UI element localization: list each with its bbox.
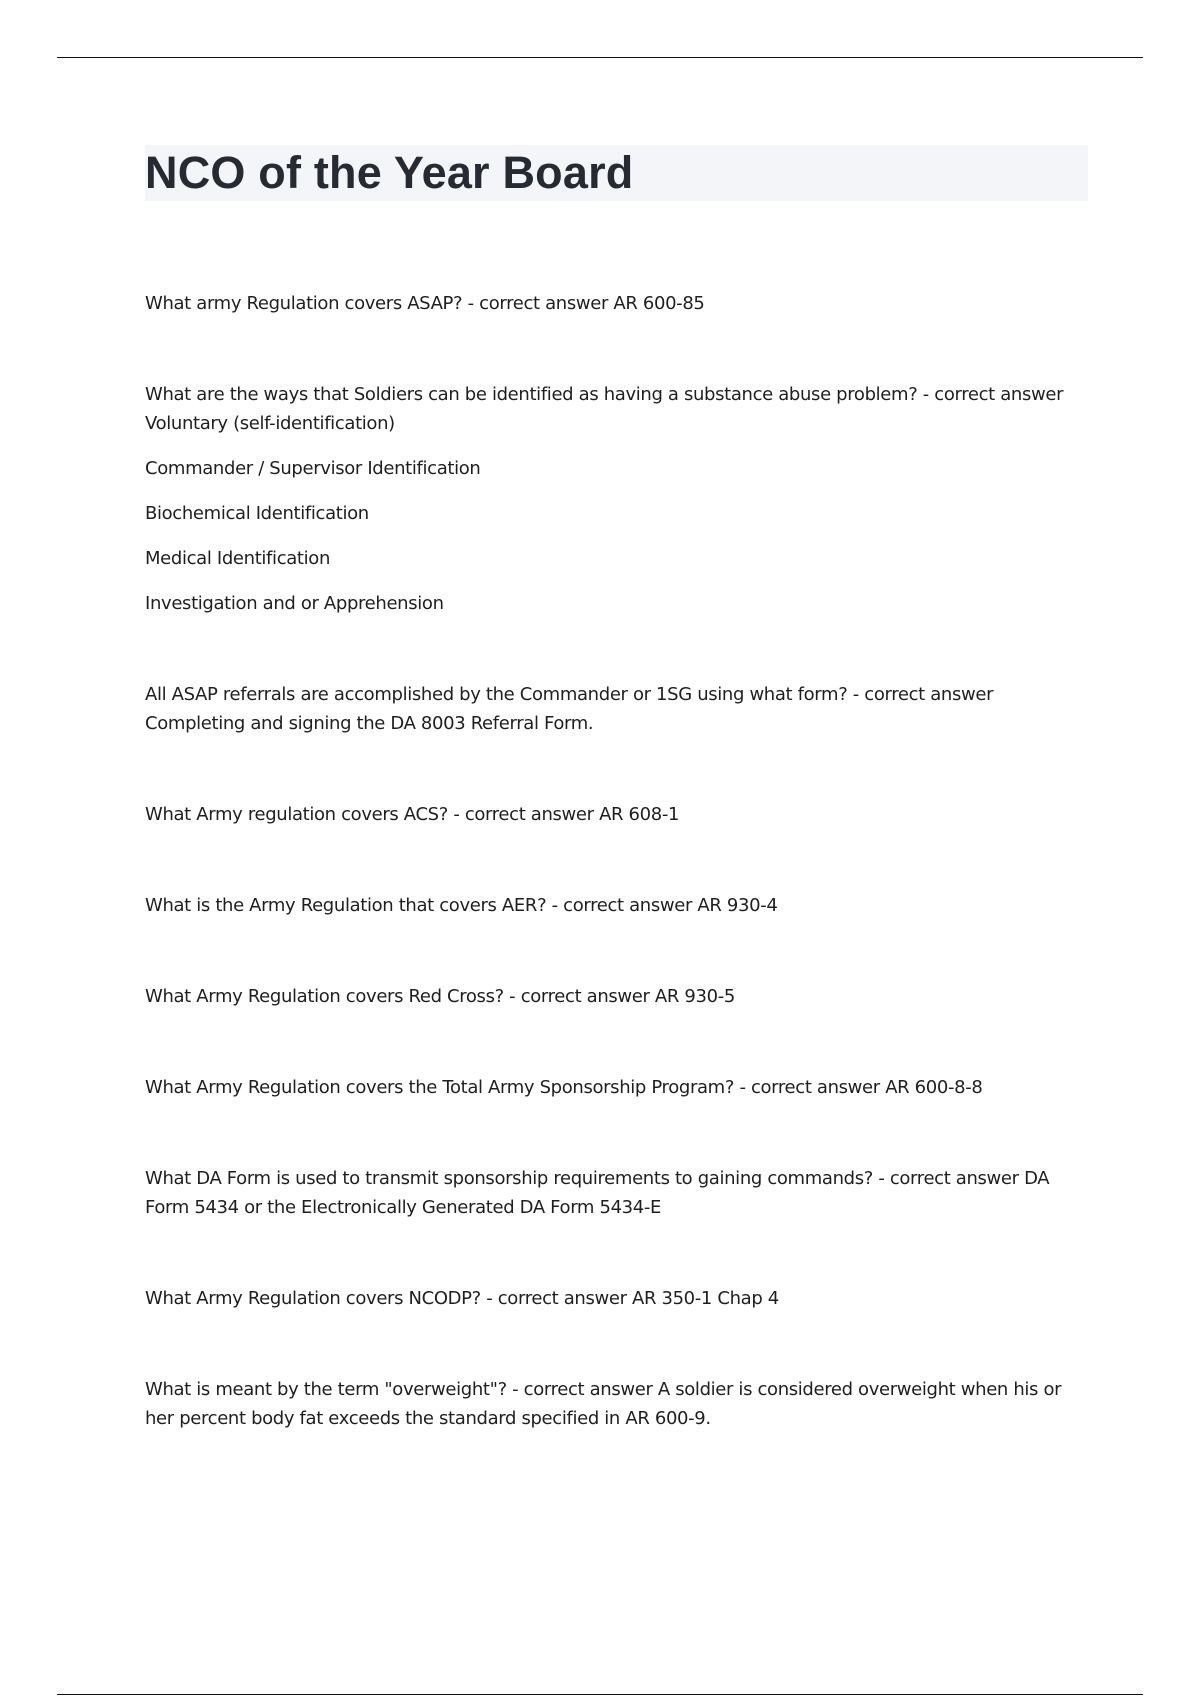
qa-entry-sponsorship-regulation: What Army Regulation covers the Total Army Sponsorship Program? - correct answer AR 600-8-8 — [145, 1077, 983, 1098]
qa-entry-substance-abuse-identification: What are the ways that Soldiers can be identified as having a substance abuse problem? - correct answer Voluntary (self-identification) — [145, 384, 1064, 434]
qa-entry-sponsorship-form: What DA Form is used to transmit sponsorship requirements to gaining commands? - correct answer DA Form 5434 or the Electronically Generated DA Form 5434-E — [145, 1168, 1050, 1218]
footer-rule — [57, 1694, 1143, 1695]
qa-sub-item: Investigation and or Apprehension — [145, 593, 444, 614]
qa-entry-red-cross-regulation: What Army Regulation covers Red Cross? - correct answer AR 930-5 — [145, 986, 735, 1007]
qa-sub-item: Commander / Supervisor Identification — [145, 458, 481, 479]
qa-entry-asap-referral-form: All ASAP referrals are accomplished by the Commander or 1SG using what form? - correct answer Completing and signing the DA 8003 Referral Form. — [145, 684, 994, 734]
header-rule — [57, 57, 1143, 58]
qa-sub-item: Medical Identification — [145, 548, 331, 569]
qa-entry-acs-regulation: What Army regulation covers ACS? - correct answer AR 608-1 — [145, 804, 680, 825]
qa-entry-ncodp-regulation: What Army Regulation covers NCODP? - correct answer AR 350-1 Chap 4 — [145, 1288, 779, 1309]
qa-sub-item: Biochemical Identification — [145, 503, 369, 524]
qa-content — [145, 289, 1090, 1433]
qa-entry-asap-regulation: What army Regulation covers ASAP? - correct answer AR 600-85 — [145, 293, 705, 314]
qa-entry-overweight-definition: What is meant by the term "overweight"? - correct answer A soldier is considered overweight when his or her percent body fat exceeds the standard specified in AR 600-9. — [145, 1379, 1062, 1429]
qa-entry-aer-regulation: What is the Army Regulation that covers AER? - correct answer AR 930-4 — [145, 895, 778, 916]
page-title: NCO of the Year Board — [145, 147, 634, 198]
